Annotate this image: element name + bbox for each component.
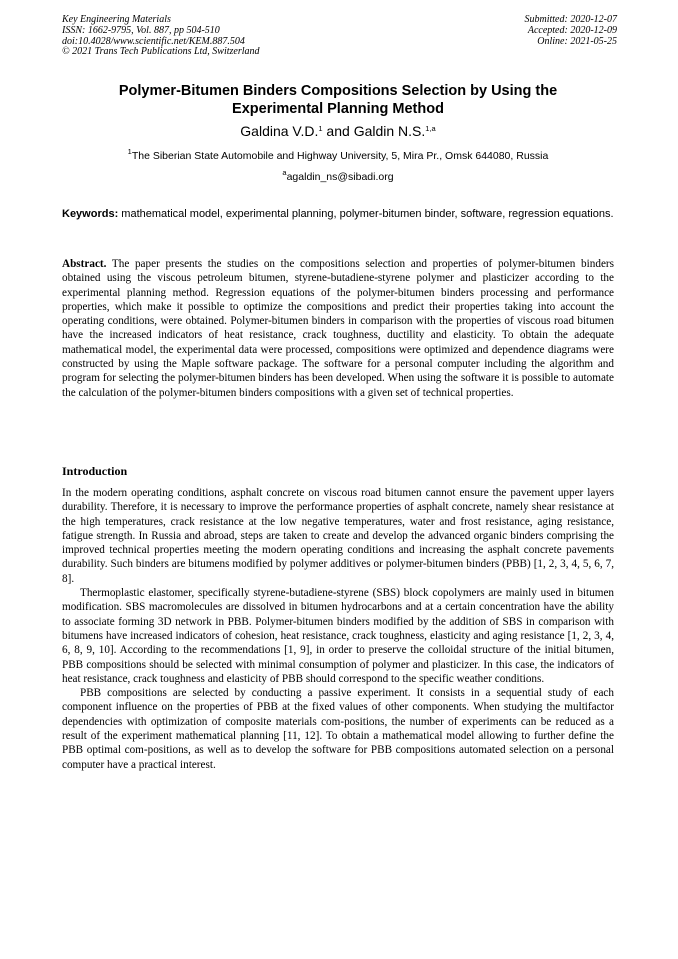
- paragraph: In the modern operating conditions, asphalt concrete on viscous road bitumen cannot ensure the pavement upper layers durability. Therefore, it is necessary to improve the performance properties of asphalt concrete, namely shear resistance at the high temperatures, crack resistance at the low negative temperatures, water and frost resistance, aging resistance, fatigue strength. In Russia and abroad, steps are taken to create and develop the advanced organic binders comprising the improved technical properties meeting the modern operating conditions and increasing the asphalt concrete pavements durability. Such binders are bitumens modified by polymer additives or polymer-bitumen binders (PBB) [1, 2, 3, 4, 5, 6, 7, 8].: [62, 487, 614, 585]
- abstract-label: Abstract.: [62, 258, 107, 270]
- corresponding-email: [62, 168, 614, 184]
- paragraph: PBB compositions are selected by conducting a passive experiment. It consists in a sequential study of each component influence on the properties of PBB at the fixed values of other components. When studying the multifactor dependencies with optimization of composite materials com-positions, the number of experiments can be reduced as a result of the experiment mathematical planning [11, 12]. To obtain a mathematical model allowing to further define the PBB optimal com-positions, as well as to develop the software for PBB compositions automated selection on a personal computer have a practical interest.: [62, 687, 614, 771]
- paper-title: [62, 82, 614, 118]
- author-list: [62, 122, 614, 140]
- email-mark: a: [282, 168, 287, 177]
- keywords-text: mathematical model, experimental planning, polymer-bitumen binder, software, regression equations.: [118, 208, 614, 220]
- doi-line[interactable]: doi:10.4028/www.scientific.net/KEM.887.504: [62, 35, 245, 47]
- issn-line: ISSN: 1662-9795, Vol. 887, pp 504-510: [62, 24, 220, 36]
- journal-name: Key Engineering Materials: [62, 14, 171, 25]
- online-date: Online: 2021-05-25: [537, 35, 617, 47]
- affiliation: [62, 147, 614, 163]
- affiliation-text: The Siberian State Automobile and Highway University, 5, Mira Pr., Omsk 644080, Russia: [131, 150, 549, 162]
- paragraph: Thermoplastic elastomer, specifically styrene-butadiene-styrene (SBS) block copolymers are mainly used in bitumen modification. SBS macromolecules are dissolved in bitumen hydrocarbons and at a certain concentration have the ability to associate forming 3D network in PBB. Polymer-bitumen binders modified by the addition of SBS in comparison with bitumens have increased indicators of cohesion, heat resistance, crack toughness, elasticity and aging resistance [1, 2, 3, 4, 6, 8, 9, 10]. According to the recommendations [1, 9], in order to preserve the colloidal structure of the initial bitumen, PBB compositions should be selected with minimal consumption of polymer and plasticizer. In this case, the indicators of heat resistance, crack toughness and elasticity of PBB should correspond to the specific weather conditions.: [62, 587, 614, 685]
- author-1-affiliation-mark: 1: [318, 124, 323, 133]
- journal-header-right: [525, 15, 618, 47]
- author-1: Galdina V.D.: [240, 123, 319, 139]
- submitted-date: Submitted: 2020-12-07: [524, 14, 617, 25]
- abstract: [62, 257, 614, 400]
- introduction-body: [62, 486, 614, 772]
- title-line-1: Polymer-Bitumen Binders Compositions Selection by Using the: [118, 83, 558, 99]
- author-conjunction: and: [322, 123, 354, 139]
- affiliation-mark: 1: [127, 147, 132, 156]
- section-heading-introduction: Introduction: [62, 464, 128, 478]
- accepted-date: Accepted: 2020-12-09: [527, 24, 617, 36]
- abstract-text: The paper presents the studies on the compositions selection and properties of polymer-bitumen binders obtained using the viscous petroleum bitumen, styrene-butadiene-styrene polymer and plasticizer according to the experimental planning method. Regression equations of the polymer-bitumen binders processing and performance properties, which make it possible to optimize the compositions and predict their properties taking into account the operating conditions, were obtained. Polymer-bitumen binders in comparison with the properties of viscous road bitumen have the increased indicators of heat resistance, crack toughness, ductility and elasticity. To obtain the adequate mathematical model, the experimental data were processed, compositions were optimized and dependence diagrams were constructed by using the Maple software package. The software for a personal computer including the algorithm and program for selecting the polymer-bitumen binders has been developed. When using the software it is possible to automate the calculation of the polymer-bitumen binders compositions with a given set of technical properties.: [62, 258, 614, 399]
- keywords-label: Keywords:: [62, 208, 119, 220]
- email-address[interactable]: agaldin_ns@sibadi.org: [286, 171, 394, 183]
- keywords: [62, 207, 614, 222]
- copyright-line: © 2021 Trans Tech Publications Ltd, Switzerland: [62, 46, 260, 58]
- author-2: Galdin N.S.: [353, 123, 426, 139]
- journal-header-left: [62, 15, 260, 58]
- author-2-affiliation-mark: 1,a: [425, 124, 436, 133]
- title-line-2: Experimental Planning Method: [232, 101, 444, 117]
